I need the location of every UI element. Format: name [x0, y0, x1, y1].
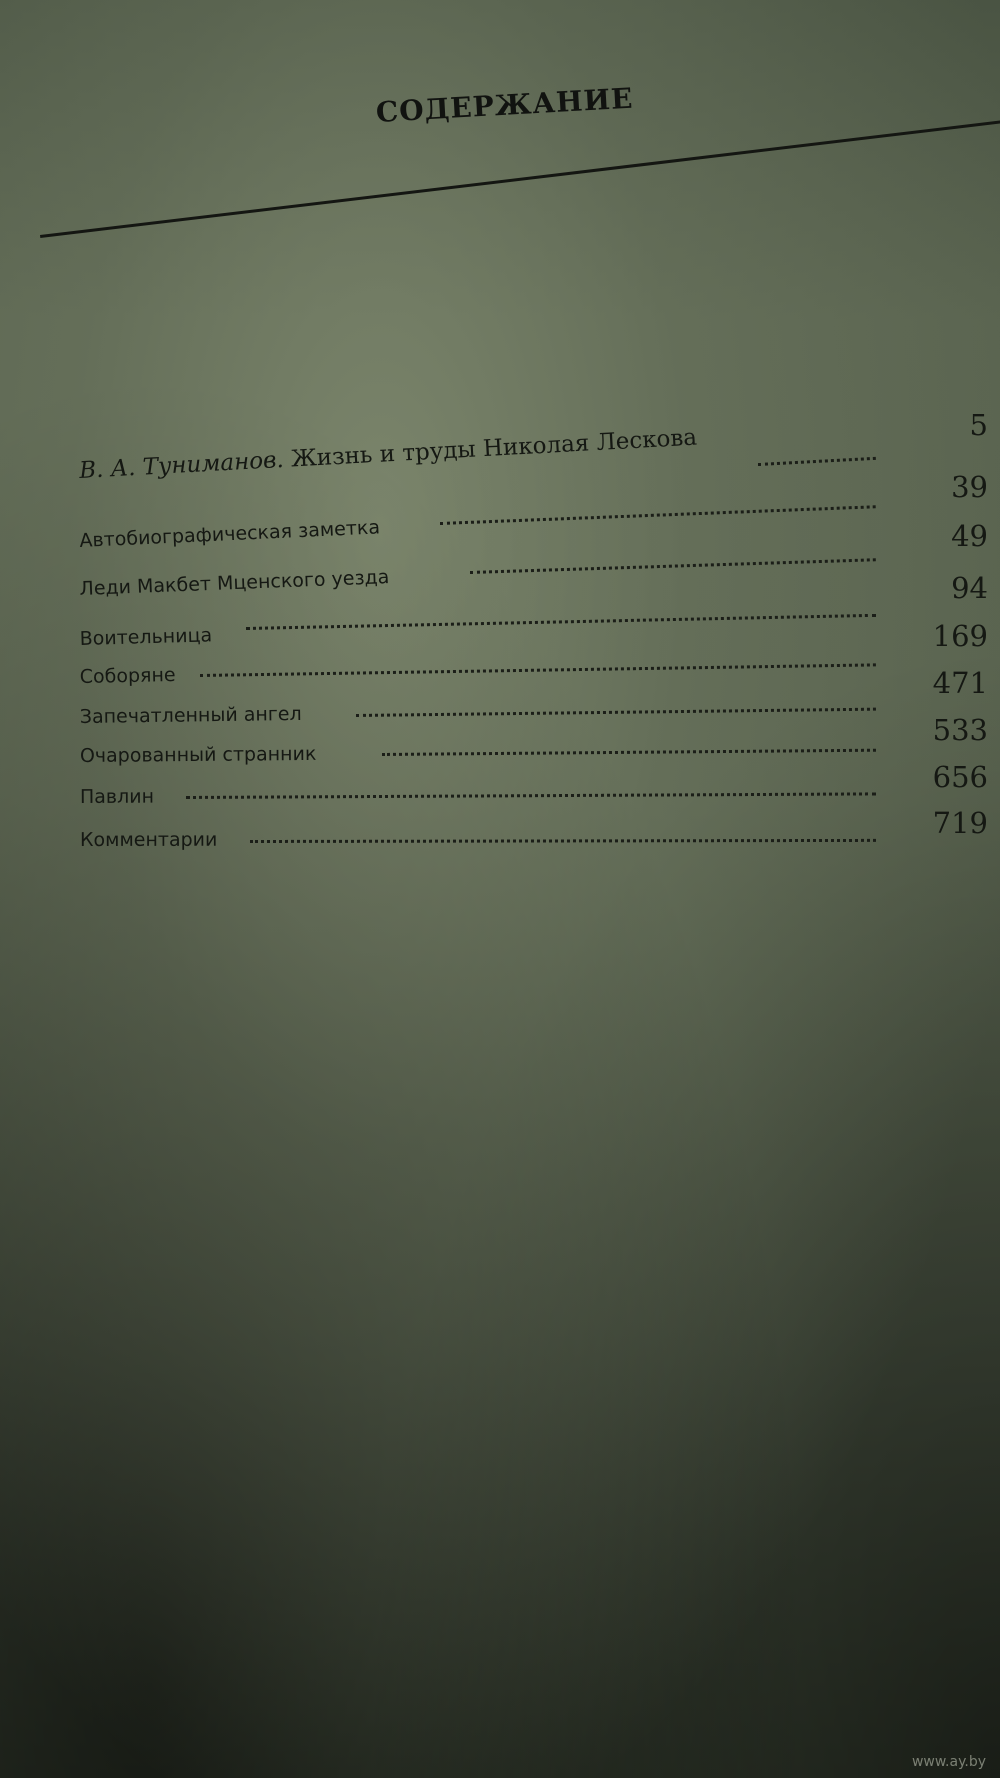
toc-entry-title: Запечатленный ангел	[79, 702, 302, 728]
toc-leader	[250, 839, 876, 843]
toc-entry-title: Комментарии	[79, 828, 218, 851]
toc-page-number: 49	[951, 519, 988, 553]
toc-leader	[758, 457, 876, 466]
toc-entry-title: Павлин	[79, 785, 155, 808]
toc-entry-title: Очарованный странник	[79, 742, 317, 767]
toc-leader	[382, 749, 876, 756]
toc-page-number: 533	[932, 713, 988, 747]
toc-leader	[186, 792, 876, 799]
toc-page-number: 471	[932, 666, 988, 700]
watermark: www.ay.by	[911, 1754, 986, 1770]
toc-leader	[246, 614, 876, 630]
toc-leader	[440, 505, 876, 525]
toc-entry-author: В. А. Туниманов.	[78, 446, 285, 484]
toc-page-number: 39	[951, 470, 988, 504]
toc-page-number: 719	[932, 806, 988, 840]
page-title: СОДЕРЖАНИЕ	[375, 81, 635, 129]
toc-page-number: 656	[932, 760, 988, 794]
toc-page-number: 94	[951, 571, 988, 605]
toc-entry-title: Автобиографическая заметка	[79, 516, 381, 552]
toc-leader	[470, 558, 876, 574]
toc-leader	[356, 708, 876, 717]
toc-entry-title-text: Жизнь и труды Николая Лескова	[290, 424, 698, 473]
toc-page-number: 169	[932, 619, 988, 653]
toc-entry-title: Леди Макбет Мценского уезда	[79, 566, 390, 600]
toc-entry-title: Воительница	[79, 624, 213, 650]
toc-leader	[200, 663, 876, 677]
toc-entry-title	[79, 425, 698, 484]
toc-entry-title: Соборяне	[79, 663, 176, 688]
toc-page-number: 5	[969, 408, 988, 442]
